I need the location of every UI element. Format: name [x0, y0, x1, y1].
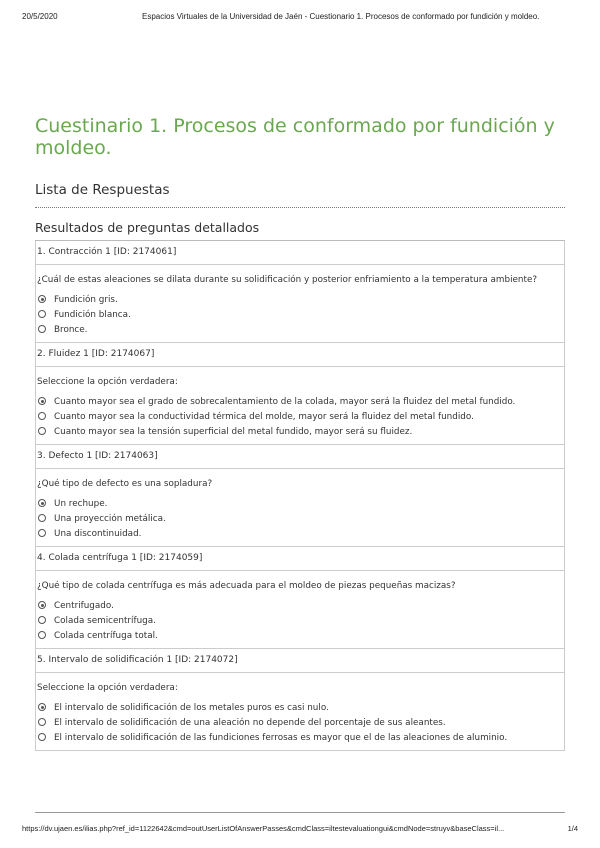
radio-checked-icon[interactable] — [38, 601, 46, 609]
questions-list — [35, 241, 565, 751]
print-url: https://dv.ujaen.es/ilias.php?ref_id=1122642&cmd=outUserListOfAnswerPasses&cmdClass=iltestevaluationgui&cmdNode=struyv&baseClass=il... — [22, 824, 505, 833]
answer-option[interactable] — [37, 701, 564, 716]
question-body — [36, 265, 564, 343]
radio-unchecked-icon[interactable] — [38, 631, 46, 639]
print-date: 20/5/2020 — [22, 12, 58, 21]
answer-option-label: Centrifugado. — [54, 601, 114, 611]
answer-option-label: Cuanto mayor sea la conductividad térmica del molde, mayor será la fluidez del metal fundido. — [54, 412, 474, 422]
answer-option[interactable] — [37, 410, 564, 425]
question-text: ¿Cuál de estas aleaciones se dilata durante su solidificación y posterior enfriamiento a la temperatura ambiente? — [37, 275, 538, 285]
answer-option[interactable] — [37, 527, 564, 542]
question-body — [36, 469, 564, 547]
answer-option-label: El intervalo de solidificación de los metales puros es casi nulo. — [54, 703, 329, 713]
question-block — [35, 445, 565, 547]
radio-unchecked-icon[interactable] — [38, 733, 46, 741]
answer-option[interactable] — [37, 323, 564, 338]
answer-option[interactable] — [37, 731, 564, 746]
answer-option-label: Una discontinuidad. — [54, 529, 142, 539]
radio-unchecked-icon[interactable] — [38, 412, 46, 420]
radio-unchecked-icon[interactable] — [38, 616, 46, 624]
question-text: Seleccione la opción verdadera: — [37, 377, 178, 387]
radio-checked-icon[interactable] — [38, 295, 46, 303]
question-text: Seleccione la opción verdadera: — [37, 683, 178, 693]
question-header: 4. Colada centrífuga 1 [ID: 2174059] — [36, 547, 564, 571]
answer-option[interactable] — [37, 293, 564, 308]
radio-checked-icon[interactable] — [38, 397, 46, 405]
answer-option[interactable] — [37, 395, 564, 410]
question-block — [35, 649, 565, 751]
radio-checked-icon[interactable] — [38, 499, 46, 507]
radio-unchecked-icon[interactable] — [38, 325, 46, 333]
question-block — [35, 547, 565, 649]
footer-divider — [35, 812, 565, 813]
question-block — [35, 343, 565, 445]
radio-unchecked-icon[interactable] — [38, 310, 46, 318]
question-text: ¿Qué tipo de defecto es una sopladura? — [37, 479, 213, 489]
answer-option-label: Fundición gris. — [54, 295, 118, 305]
page-title: Cuestinario 1. Procesos de conformado por fundición y moldeo. — [35, 115, 555, 159]
question-header: 5. Intervalo de solidificación 1 [ID: 2174072] — [36, 649, 564, 673]
radio-unchecked-icon[interactable] — [38, 514, 46, 522]
radio-checked-icon[interactable] — [38, 703, 46, 711]
answer-option-label: Un rechupe. — [54, 499, 108, 509]
list-title: Lista de Respuestas — [35, 182, 170, 198]
answer-option-label: Bronce. — [54, 325, 88, 335]
answer-option[interactable] — [37, 512, 564, 527]
answer-option[interactable] — [37, 716, 564, 731]
answer-option[interactable] — [37, 599, 564, 614]
answer-option[interactable] — [37, 614, 564, 629]
radio-unchecked-icon[interactable] — [38, 427, 46, 435]
radio-unchecked-icon[interactable] — [38, 529, 46, 537]
page-number: 1/4 — [567, 824, 578, 833]
answer-option[interactable] — [37, 497, 564, 512]
answer-option[interactable] — [37, 308, 564, 323]
question-text: ¿Qué tipo de colada centrífuga es más adecuada para el moldeo de piezas pequeñas macizas? — [37, 581, 456, 591]
answer-option[interactable] — [37, 629, 564, 644]
answer-option-label: Colada centrífuga total. — [54, 631, 158, 641]
question-block — [35, 241, 565, 343]
dotted-divider — [35, 207, 565, 208]
print-page-title: Espacios Virtuales de la Universidad de Jaén - Cuestionario 1. Procesos de conformado por fundición y moldeo. — [142, 12, 540, 21]
question-header: 1. Contracción 1 [ID: 2174061] — [36, 241, 564, 265]
question-body — [36, 673, 564, 751]
question-header: 2. Fluidez 1 [ID: 2174067] — [36, 343, 564, 367]
answer-option[interactable] — [37, 425, 564, 440]
results-title: Resultados de preguntas detallados — [35, 216, 565, 241]
answer-option-label: Cuanto mayor sea el grado de sobrecalentamiento de la colada, mayor será la fluidez del metal fundido. — [54, 397, 516, 407]
answer-option-label: El intervalo de solidificación de una aleación no depende del porcentaje de sus aleantes. — [54, 718, 446, 728]
question-header: 3. Defecto 1 [ID: 2174063] — [36, 445, 564, 469]
answer-option-label: Fundición blanca. — [54, 310, 131, 320]
question-body — [36, 571, 564, 649]
answers-panel — [35, 207, 565, 751]
answer-option-label: Cuanto mayor sea la tensión superficial del metal fundido, mayor será su fluidez. — [54, 427, 413, 437]
answer-option-label: Colada semicentrífuga. — [54, 616, 156, 626]
answer-option-label: Una proyección metálica. — [54, 514, 166, 524]
question-body — [36, 367, 564, 445]
answer-option-label: El intervalo de solidificación de las fundiciones ferrosas es mayor que el de las aleaciones de aluminio. — [54, 733, 508, 743]
radio-unchecked-icon[interactable] — [38, 718, 46, 726]
